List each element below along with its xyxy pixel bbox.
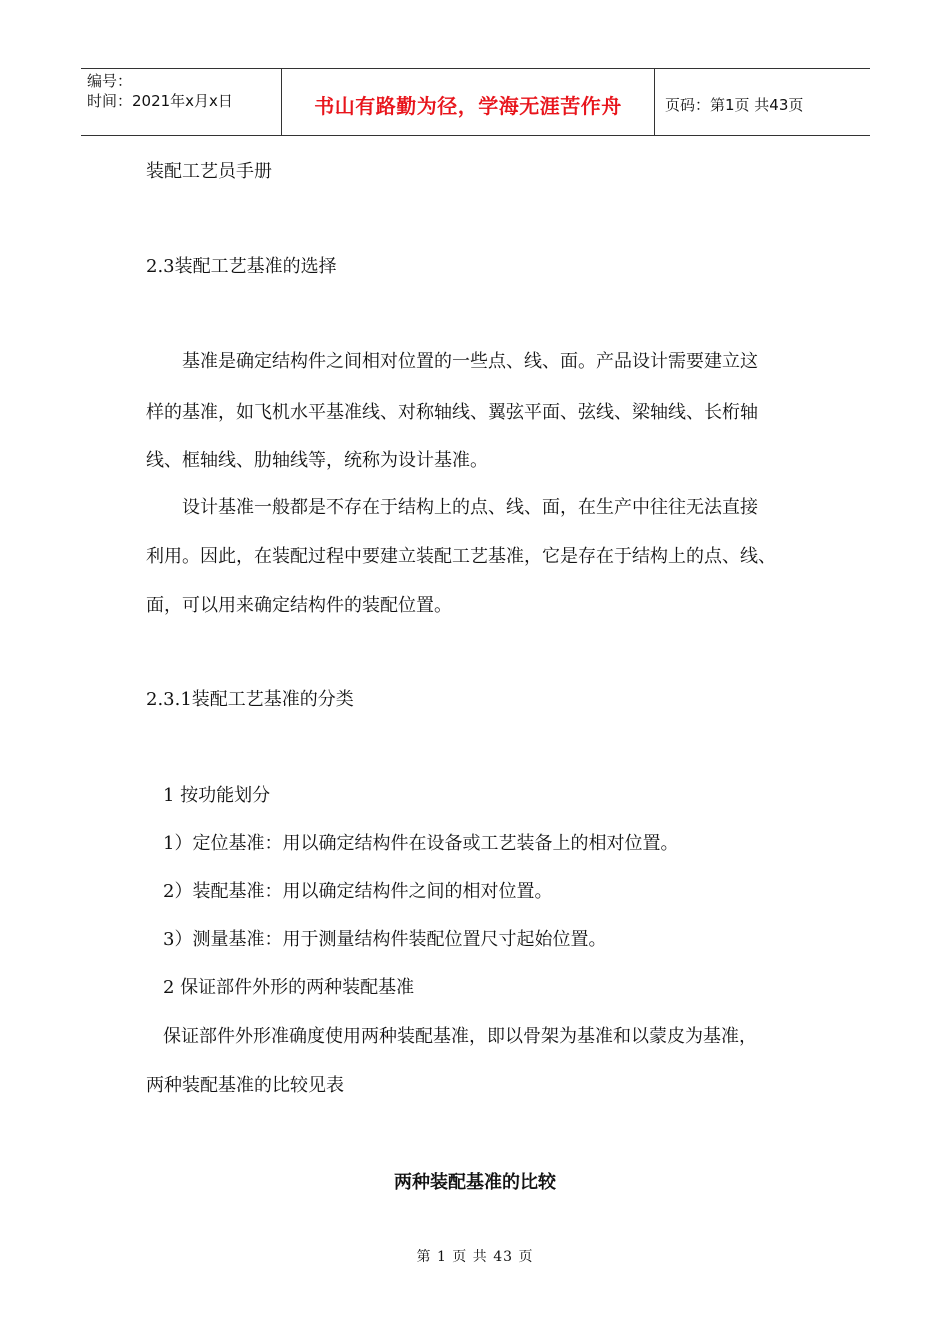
table-title: 两种装配基准的比较 — [394, 1172, 556, 1193]
page-footer: 第 1 页 共 43 页 — [416, 1249, 534, 1265]
document-header — [81, 68, 870, 136]
manual-title: 装配工艺员手册 — [146, 161, 272, 182]
document-number-label: 编号： — [87, 72, 133, 90]
header-page-info: 页码：第1页 共43页 — [665, 95, 804, 114]
header-motto: 书山有路勤为径，学海无涯苦作舟 — [282, 69, 655, 135]
paragraph-3-line-1: 保证部件外形准确度使用两种装配基准，即以骨架为基准和以蒙皮为基准， — [163, 1026, 757, 1047]
list-item-1-1: 1）定位基准：用以确定结构件在设备或工艺装备上的相对位置。 — [163, 833, 679, 854]
list-item-1: 1 按功能划分 — [163, 785, 271, 806]
document-time-label: 时间：2021年x月x日 — [87, 92, 233, 110]
paragraph-1-line-2: 样的基准，如飞机水平基准线、对称轴线、翼弦平面、弦线、梁轴线、长桁轴 — [146, 402, 758, 423]
header-meta-cell — [81, 69, 282, 135]
list-item-2: 2 保证部件外形的两种装配基准 — [163, 977, 415, 998]
paragraph-1-line-3: 线、框轴线、肋轴线等，统称为设计基准。 — [146, 450, 488, 471]
paragraph-2-line-3: 面，可以用来确定结构件的装配位置。 — [146, 595, 452, 616]
section-heading-2-3: 2.3装配工艺基准的选择 — [146, 256, 337, 277]
paragraph-3-line-2: 两种装配基准的比较见表 — [146, 1075, 344, 1096]
section-heading-2-3-1: 2.3.1装配工艺基准的分类 — [146, 689, 354, 710]
paragraph-1-line-1: 基准是确定结构件之间相对位置的一些点、线、面。产品设计需要建立这 — [182, 351, 758, 372]
list-item-1-3: 3）测量基准：用于测量结构件装配位置尺寸起始位置。 — [163, 929, 607, 950]
paragraph-2-line-1: 设计基准一般都是不存在于结构上的点、线、面，在生产中往往无法直接 — [182, 497, 758, 518]
list-item-1-2: 2）装配基准：用以确定结构件之间的相对位置。 — [163, 881, 553, 902]
paragraph-2-line-2: 利用。因此，在装配过程中要建立装配工艺基准，它是存在于结构上的点、线、 — [146, 546, 776, 567]
